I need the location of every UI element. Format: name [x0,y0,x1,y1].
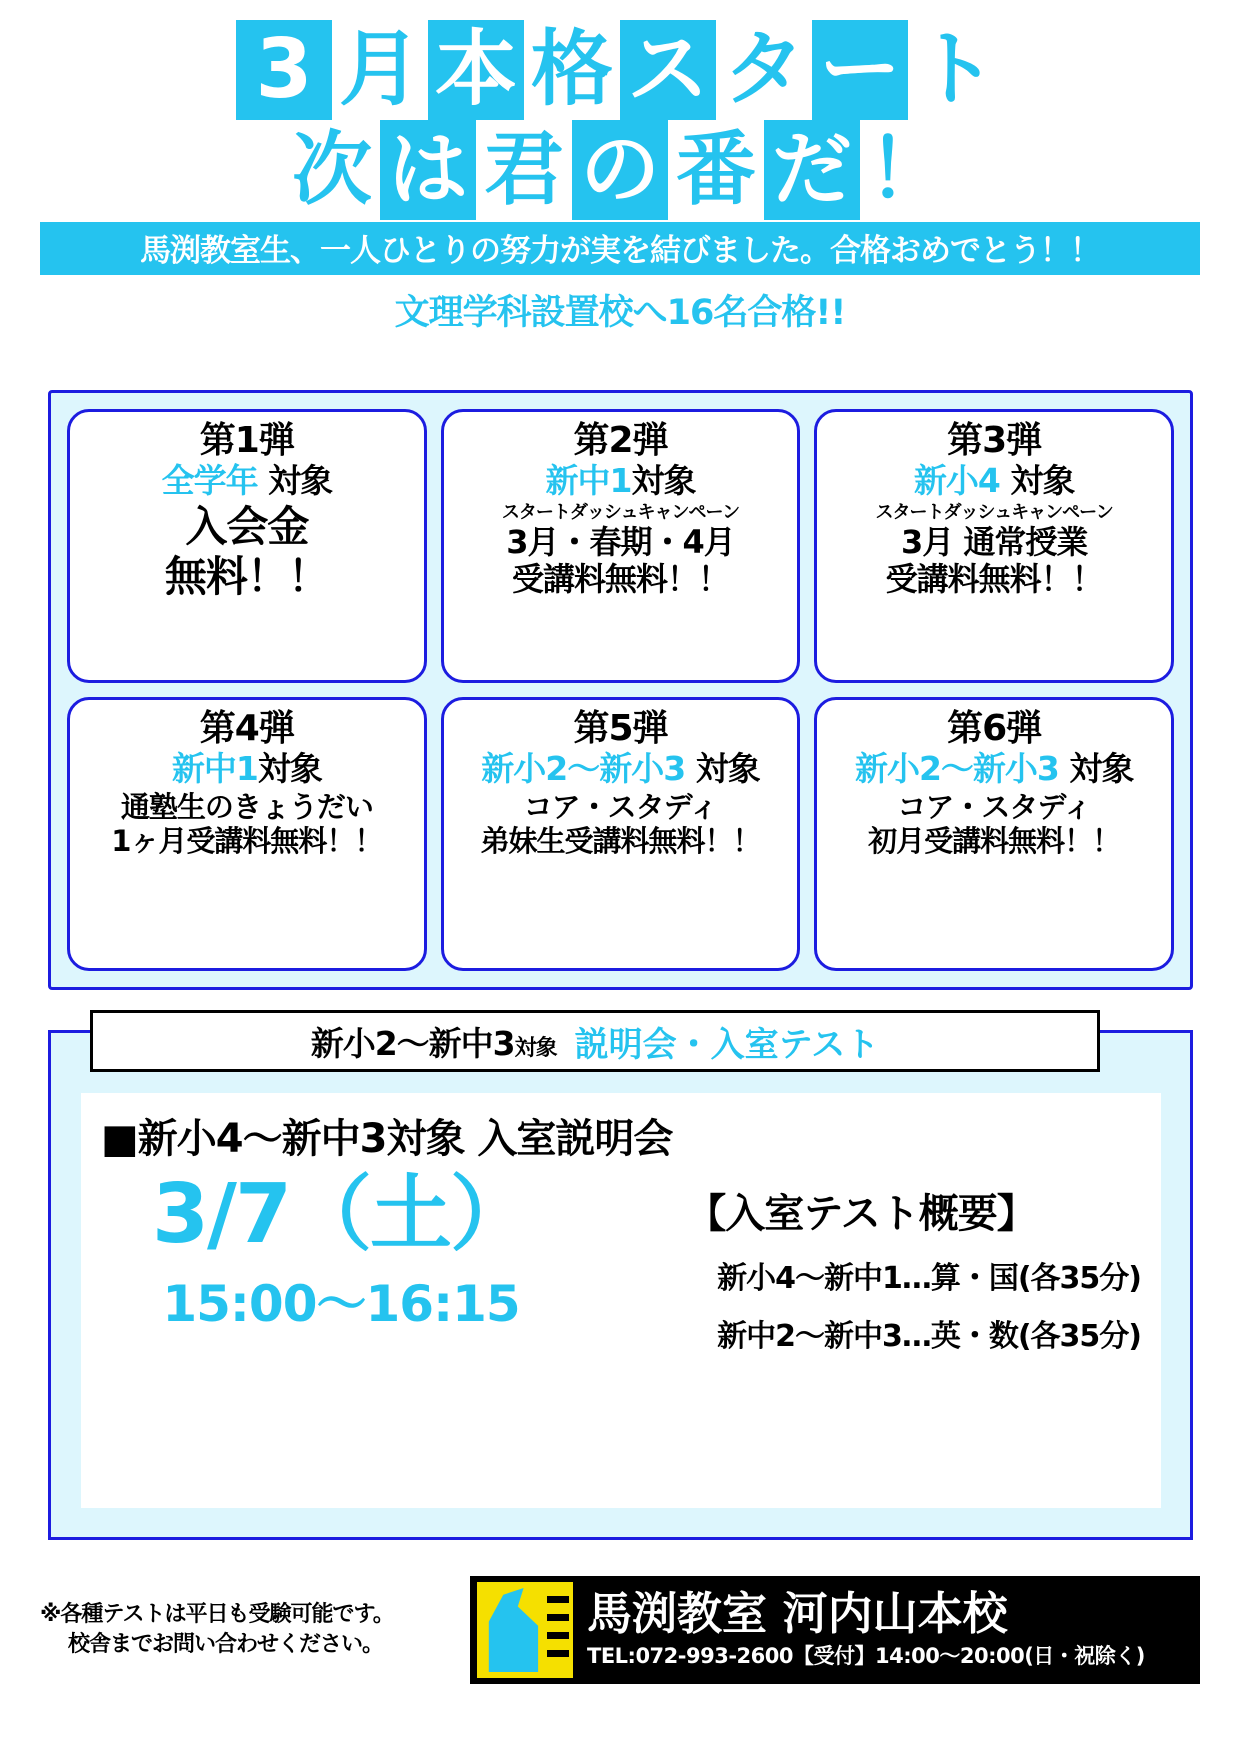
ribbon-target [311,1018,557,1065]
footer [40,1570,1200,1690]
headline-char: だ [764,120,860,220]
card-target [855,749,1133,789]
card-line2: 弟妹生受講料無料！！ [480,824,761,859]
card-line1: 3月 通常授業 [900,522,1088,561]
info-session-panel [48,1030,1193,1540]
card-target-cyan: 新中1 [171,749,258,789]
info-session-date: 3/7（土） [151,1167,531,1262]
footer-note-line2: 校舎までお問い合わせください。 [68,1632,384,1657]
info-session-time: 15:00〜16:15 [162,1275,520,1334]
card-number: 第1弾 [199,420,294,461]
card-line1: コア・スタディ [897,789,1091,824]
info-session-ribbon [90,1010,1100,1072]
card-line1: 入会金 [185,501,309,551]
headline-char: 格 [524,20,620,120]
headline-char: ト [908,20,1004,120]
headline-char: 君 [476,120,572,220]
footer-note [40,1600,470,1659]
card-number: 第3弾 [947,420,1042,461]
card-target [162,461,333,501]
campaign-card [441,409,801,683]
campaign-card [67,697,427,971]
entrance-test-line: 新小4〜新中1…算・国(各35分) [717,1261,1141,1296]
card-target-black: 対象 [268,461,333,501]
card-target-black: 対象 [1010,461,1075,501]
card-target-black: 対象 [695,749,760,789]
headline [40,20,1200,335]
card-line2: 1ヶ月受講料無料！！ [111,824,383,859]
headline-subtitle-1: 馬渕教室生、一人ひとりの努力が実を結びました。合格おめでとう！！ [40,222,1200,275]
headline-line1 [40,20,1200,120]
horse-shape-icon [483,1588,541,1672]
info-session-title: ■新小4〜新中3対象 入室説明会 [101,1116,673,1162]
ribbon-target-main: 新小2〜新中3 [310,1023,515,1063]
card-line1: 通塾生のきょうだい [120,789,373,824]
school-name: 馬渕教室 河内山本校 [587,1586,1008,1640]
info-session-schedule [101,1167,581,1334]
headline-char: ス [620,20,716,120]
campaign-card [441,697,801,971]
campaign-panel [48,390,1193,990]
headline-char: は [380,120,476,220]
logo-bar-icon [547,1596,569,1603]
card-target [481,749,759,789]
card-target-black: 対象 [257,749,322,789]
card-line2: 受講料無料！！ [511,560,729,599]
campaign-card [814,409,1174,683]
card-small-note: スタートダッシュキャンペーン [875,501,1113,523]
campaign-card [814,697,1174,971]
card-target-cyan: 新中1 [545,461,632,501]
headline-char: タ [716,20,812,120]
entrance-test-line: 新中2〜新中3…英・数(各35分) [717,1319,1141,1354]
entrance-test-outline [581,1170,1141,1355]
card-line1: 3月・春期・4月 [506,522,735,561]
headline-char: 本 [428,20,524,120]
card-target-cyan: 全学年 [161,461,258,501]
campaign-card [67,409,427,683]
footer-note-line1: ※各種テストは平日も受験可能です。 [40,1602,394,1628]
card-line2: 受講料無料！！ [885,560,1103,599]
card-number: 第5弾 [573,708,668,749]
card-target-black: 対象 [1069,749,1134,789]
ribbon-title: 説明会・入室テスト [574,1024,880,1065]
headline-line2 [40,120,1200,220]
logo-bar-icon [547,1650,569,1657]
card-target [914,461,1074,501]
headline-char: 3 [236,20,332,120]
headline-char: 次 [284,120,380,220]
campaign-card-grid [51,393,1190,987]
headline-char: の [572,120,668,220]
card-target [172,749,322,789]
card-target [546,461,696,501]
card-target-black: 対象 [631,461,696,501]
card-number: 第2弾 [573,420,668,461]
headline-subtitle-2: 文理学科設置校へ16名合格!! [394,293,846,333]
entrance-test-heading: 【入室テスト概要】 [686,1191,1036,1237]
card-line2: 初月受講料無料！！ [868,824,1121,859]
logo-bar-icon [547,1632,569,1639]
logo-bar-icon [547,1614,569,1621]
card-target-cyan: 新小2〜新小3 [854,749,1059,789]
card-number: 第6弾 [947,708,1042,749]
school-logo-box [470,1576,1200,1684]
card-line1: コア・スタディ [523,789,718,824]
headline-char: 月 [332,20,428,120]
card-line2: 無料！！ [164,551,329,601]
card-number: 第4弾 [199,708,294,749]
info-session-body [101,1167,1141,1355]
school-info [573,1586,1145,1670]
headline-char: ！ [860,120,956,220]
headline-char: 番 [668,120,764,220]
ribbon-target-suffix: 対象 [514,1035,557,1061]
horse-logo-icon [477,1582,573,1678]
card-target-cyan: 新小2〜新小3 [481,749,686,789]
headline-char: ー [812,20,908,120]
card-small-note: スタートダッシュキャンペーン [501,501,740,523]
info-session-inner [81,1093,1161,1508]
card-target-cyan: 新小4 [913,461,1000,501]
school-telephone: TEL:072-993-2600【受付】14:00〜20:00(日・祝除く) [587,1644,1145,1669]
